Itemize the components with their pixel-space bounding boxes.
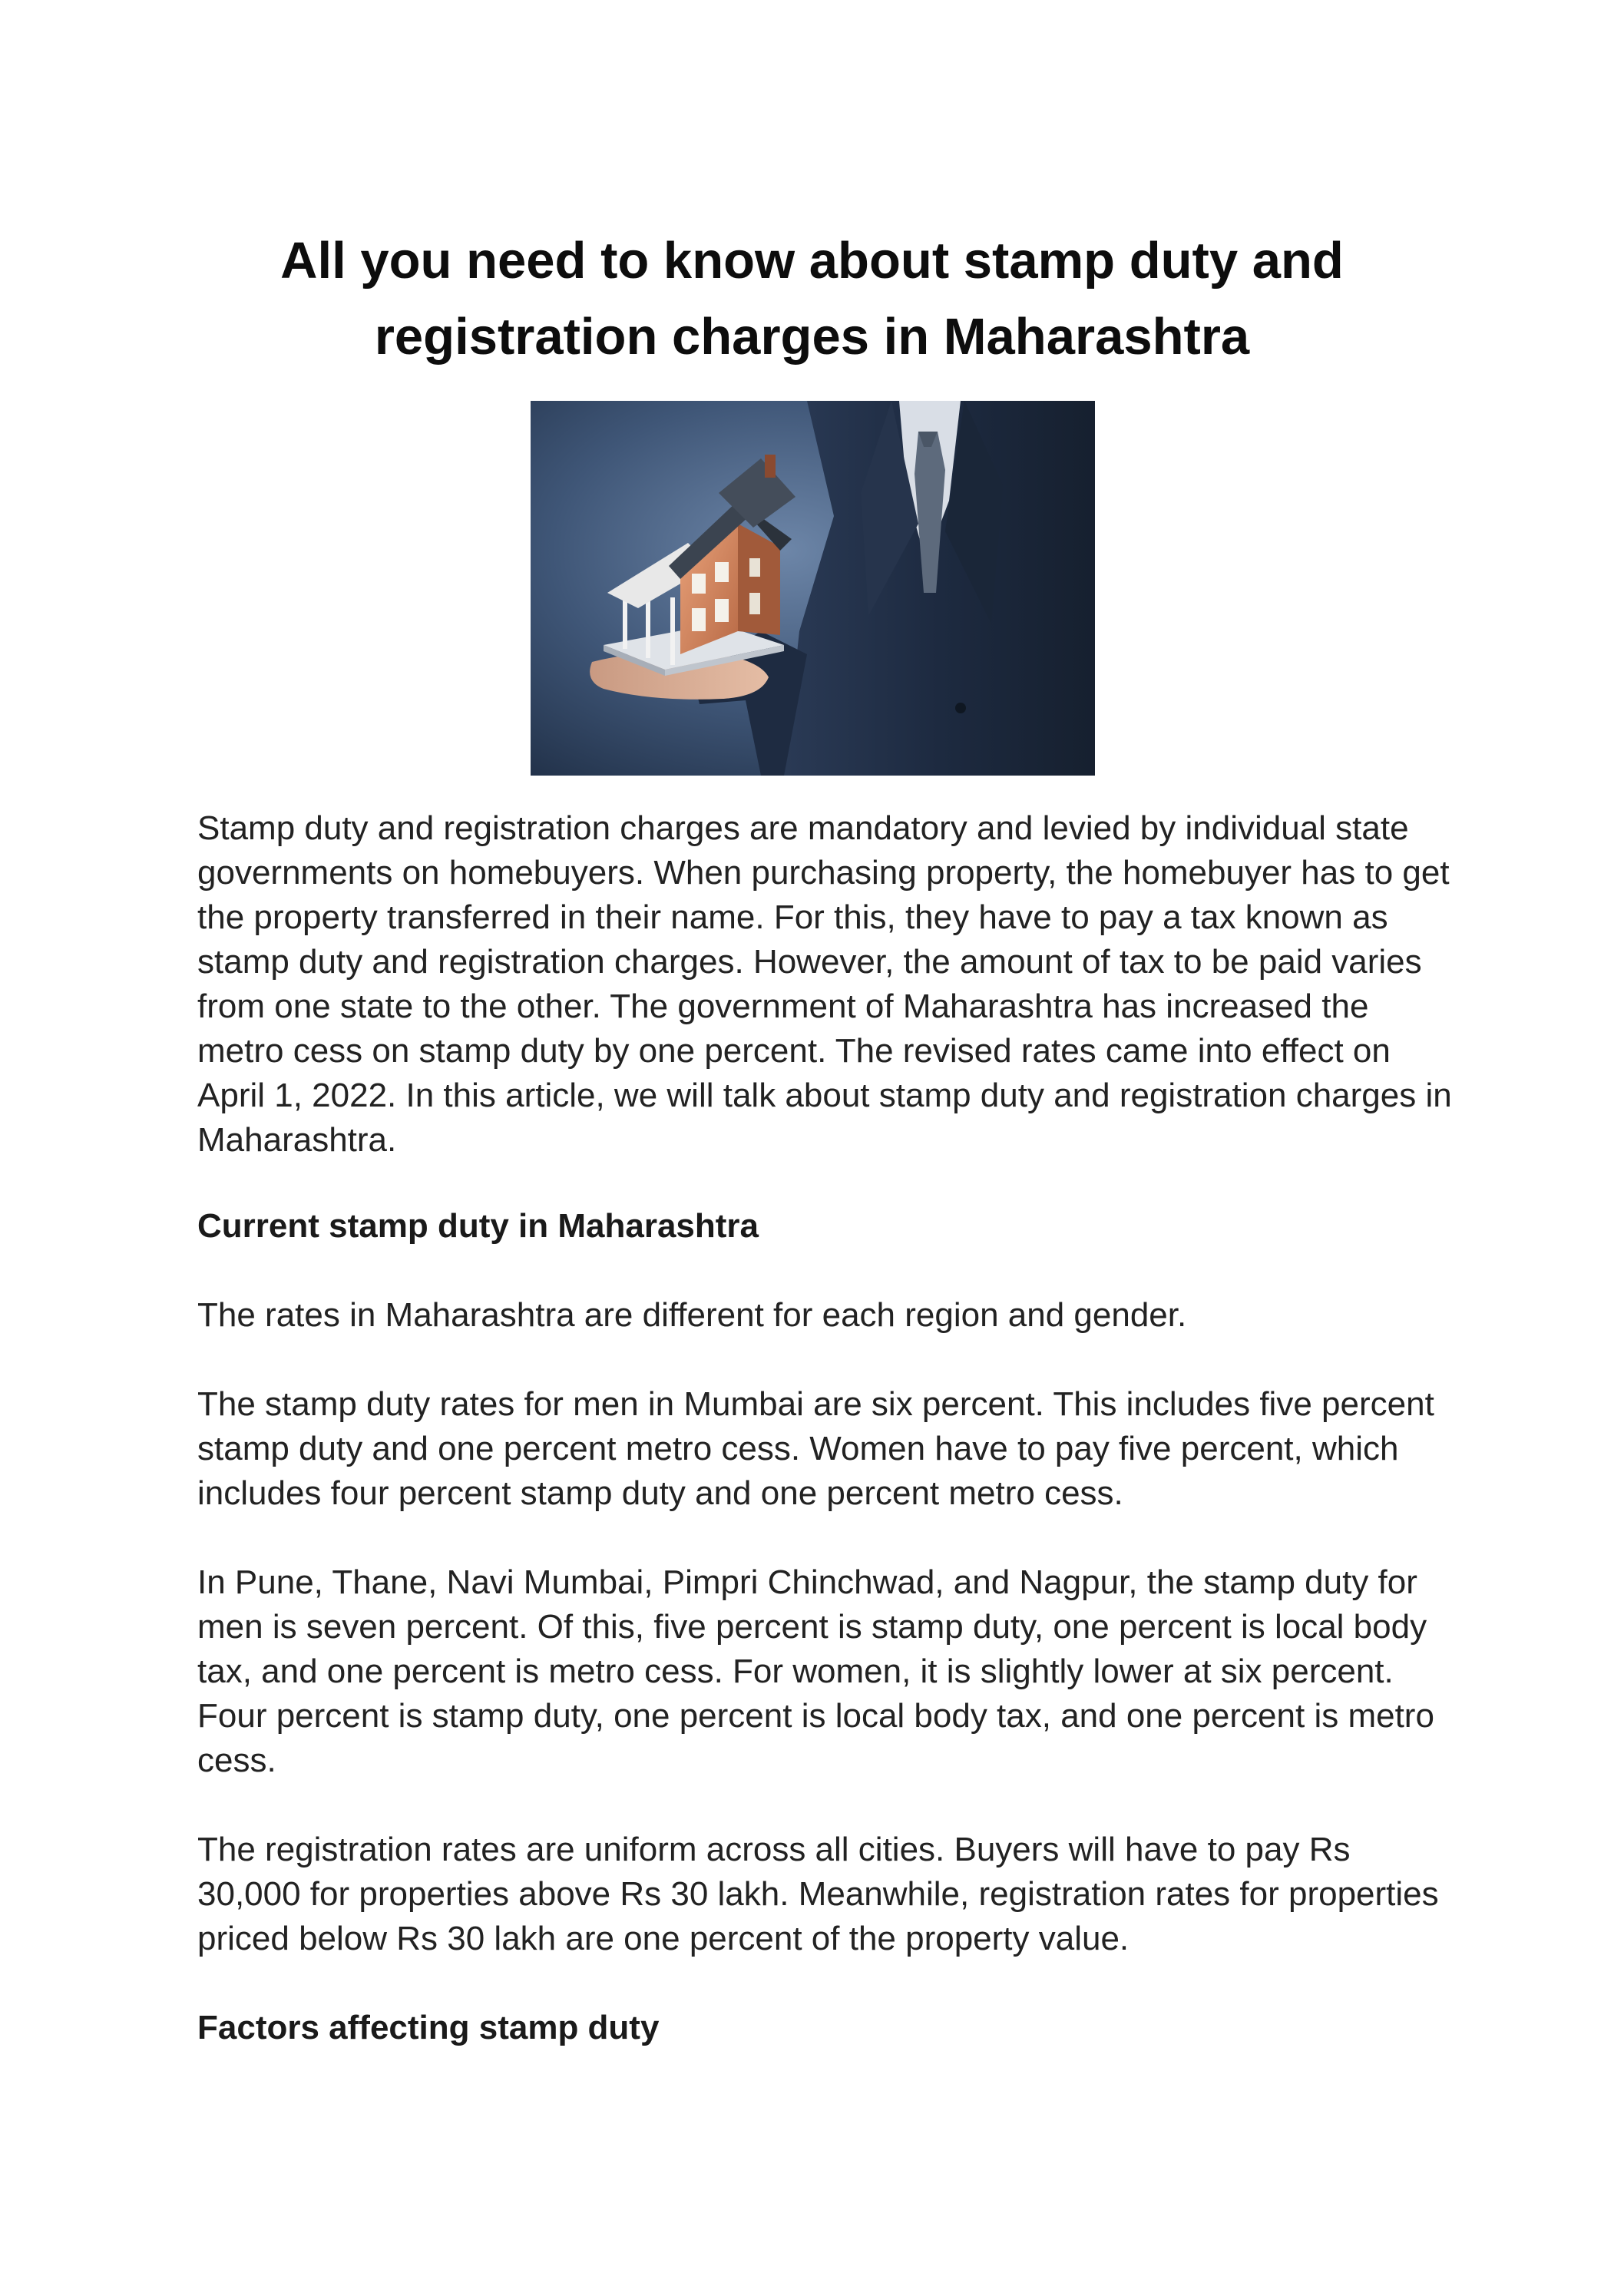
heading-factors-affecting-stamp-duty: Factors affecting stamp duty xyxy=(197,2009,660,2046)
registration-rates-paragraph: The registration rates are uniform across all cities. Buyers will have to pay Rs 30,000 for properties above Rs 30 lakh. Meanwhile, registration rates for properties priced below Rs 30 lakh are one percent of the property value. xyxy=(197,1831,1439,1957)
businessman-holding-house-illustration xyxy=(531,401,1095,776)
other-cities-rates-paragraph: In Pune, Thane, Navi Mumbai, Pimpri Chinchwad, and Nagpur, the stamp duty for men is seven percent. Of this, five percent is stamp duty, one percent is local body tax, and one percent is metro cess. For women, it is slightly lower at six percent. Four percent is stamp duty, one percent is local body tax, and one percent is metro cess. xyxy=(197,1563,1434,1779)
intro-paragraph: Stamp duty and registration charges are mandatory and levied by individual state governments on homebuyers. When purchasing property, the homebuyer has to get the property transferred in their name. For this, they have to pay a tax known as stamp duty and registration charges. However, the amount of tax to be paid varies from one state to the other. The government of Maharashtra has increased the metro cess on stamp duty by one percent. The revised rates came into effect on April 1, 2022. In this article, we will talk about stamp duty and registration charges in Maharashtra. xyxy=(197,809,1452,1159)
hero-image xyxy=(531,401,1095,776)
mumbai-rates-paragraph: The stamp duty rates for men in Mumbai are six percent. This includes five percent stamp duty and one percent metro cess. Women have to pay five percent, which includes four percent stamp duty and one percent metro cess. xyxy=(197,1385,1434,1512)
document-title: All you need to know about stamp duty and registration charges in Maharashtra xyxy=(280,232,1344,366)
heading-current-stamp-duty: Current stamp duty in Maharashtra xyxy=(197,1207,759,1245)
rates-intro-paragraph: The rates in Maharashtra are different for each region and gender. xyxy=(197,1296,1187,1334)
